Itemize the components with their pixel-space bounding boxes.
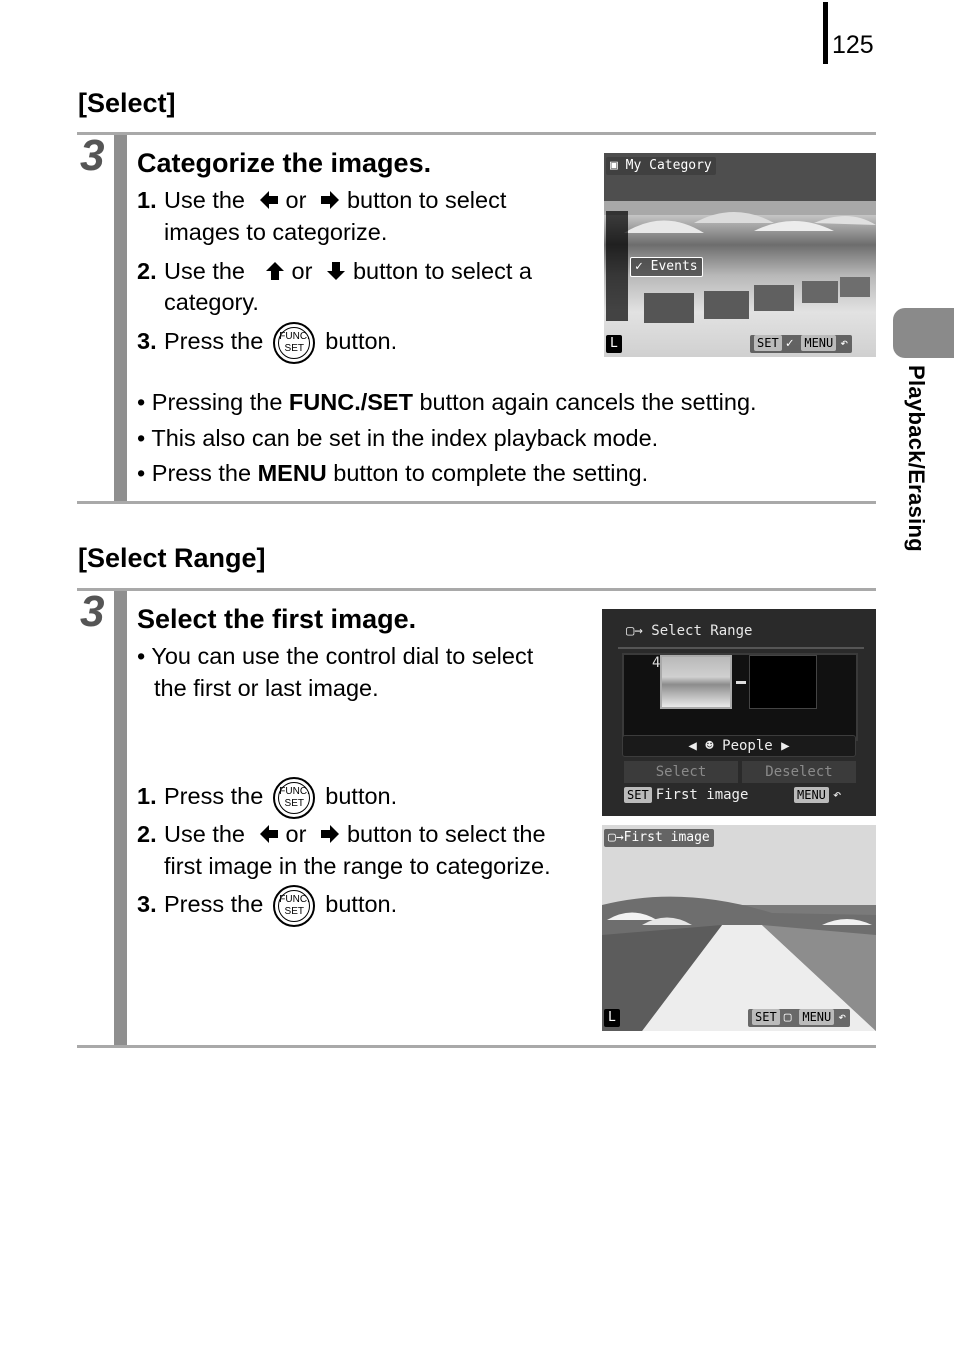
instruction-line: Press the FUNC. SET button.	[164, 773, 397, 819]
note-bullet-line-2: the first or last image.	[154, 675, 379, 701]
down-arrow-icon	[325, 260, 347, 282]
page-number: 125	[832, 31, 874, 59]
item-number: 3.	[137, 891, 157, 917]
instruction-line: Use the or button to select the	[164, 821, 546, 847]
camera-screen-select-range	[602, 609, 876, 816]
instruction-line-2: category.	[164, 289, 259, 315]
section-top-rule	[77, 588, 876, 591]
section-top-rule	[77, 132, 876, 135]
step-bar	[114, 135, 127, 501]
deselect-button: Deselect	[742, 761, 856, 783]
note-bullet: • Pressing the FUNC./SET button again cancels the setting.	[137, 389, 757, 415]
instruction-line-2: first image in the range to categorize.	[164, 853, 551, 879]
left-arrow-icon	[258, 189, 280, 211]
step-number: 3	[80, 131, 105, 180]
side-tab-marker	[893, 308, 954, 358]
screen-footer: SET ▢ MENU ↶	[748, 1009, 850, 1027]
instruction-line: Press the FUNC. SET button.	[164, 881, 397, 927]
last-image-placeholder	[749, 655, 817, 709]
page-number-bar	[823, 2, 828, 64]
step-bar	[114, 591, 127, 1046]
screen-title: ▢→ Select Range	[626, 623, 753, 639]
image-index: 4	[652, 655, 661, 671]
resolution-indicator: L	[604, 1009, 620, 1027]
camera-screen-first-image	[602, 825, 876, 1031]
title-divider	[618, 647, 864, 649]
instruction-line: Use the or button to select a	[164, 258, 532, 284]
selected-category: ✓ Events	[630, 257, 703, 277]
select-button: Select	[624, 761, 738, 783]
up-arrow-icon	[264, 260, 286, 282]
section-heading-select: [Select]	[78, 88, 176, 118]
func-set-button-icon: FUNC. SET	[273, 777, 315, 819]
resolution-indicator: L	[606, 335, 622, 353]
camera-screen-my-category	[604, 153, 876, 357]
item-number: 2.	[137, 258, 157, 284]
item-number: 3.	[137, 328, 157, 354]
right-arrow-icon	[319, 189, 341, 211]
item-number: 1.	[137, 783, 157, 809]
section-heading-select-range: [Select Range]	[78, 543, 266, 573]
section-bottom-rule	[77, 501, 876, 504]
note-bullet: • Press the MENU button to complete the setting.	[137, 460, 649, 486]
item-number: 2.	[137, 821, 157, 847]
note-bullet: • This also can be set in the index playback mode.	[137, 425, 659, 451]
screen-footer: SET ✓ MENU ↶	[750, 335, 852, 353]
category-icon-column	[606, 211, 628, 321]
category-selector: ◀ ☻ People ▶	[622, 735, 856, 757]
func-set-button-icon: FUNC. SET	[273, 322, 315, 364]
instruction-line: Press the FUNC. SET button.	[164, 318, 397, 364]
instruction-line: Use the or button to select	[164, 187, 507, 213]
screen-title: ▣ My Category	[606, 157, 716, 175]
screen-footer-menu: MENU ↶	[794, 787, 841, 803]
step-title: Select the first image.	[137, 604, 417, 634]
screen-title: ▢→First image	[604, 829, 714, 847]
step-title: Categorize the images.	[137, 148, 432, 178]
step-number: 3	[80, 587, 105, 636]
note-bullet: • You can use the control dial to select	[137, 643, 534, 669]
beach-photo	[604, 153, 876, 357]
side-tab-label: Playback/Erasing	[904, 365, 929, 553]
func-set-button-icon: FUNC. SET	[273, 885, 315, 927]
screen-footer: SET First image	[624, 787, 748, 803]
first-image-thumbnail	[660, 655, 732, 709]
section-bottom-rule	[77, 1045, 876, 1048]
range-dash	[736, 681, 746, 684]
left-arrow-icon	[258, 823, 280, 845]
beach-photo	[602, 825, 876, 1031]
item-number: 1.	[137, 187, 157, 213]
right-arrow-icon	[319, 823, 341, 845]
instruction-line-2: images to categorize.	[164, 219, 388, 245]
